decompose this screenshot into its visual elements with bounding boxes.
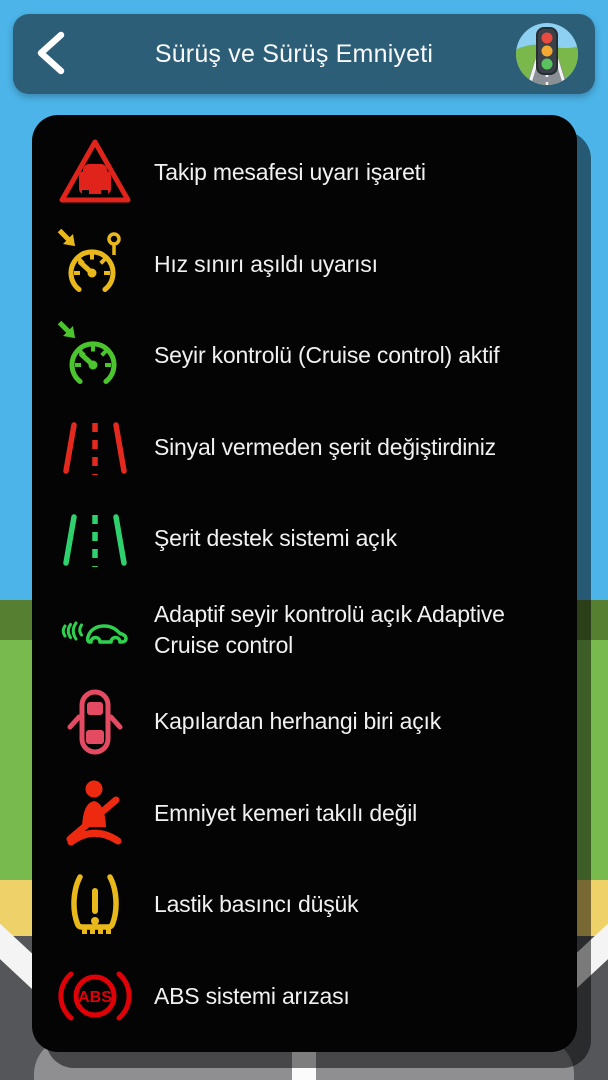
list-item-label: Hız sınırı aşıldı uyarısı: [154, 250, 378, 277]
back-button[interactable]: [25, 26, 77, 82]
list-item-label: Adaptif seyir kontrolü açık Adaptive Cruise control: [154, 601, 505, 659]
list-item-lane-departure[interactable]: [32, 402, 577, 494]
list-item-abs[interactable]: [32, 951, 577, 1043]
list-item-label: Şerit destek sistemi açık: [154, 525, 397, 552]
tire-pressure-low-icon: [56, 866, 134, 944]
follow-distance-warning-icon: [56, 134, 134, 212]
warning-light-list: [32, 115, 577, 1052]
list-item-label: Kapılardan herhangi biri açık: [154, 708, 441, 735]
abs-fault-icon: [56, 957, 134, 1035]
lane-departure-icon: [56, 408, 134, 486]
list-item-label: ABS sistemi arızası: [154, 982, 350, 1009]
page-title: Sürüş ve Sürüş Emniyeti: [154, 39, 434, 68]
chevron-left-icon: [31, 29, 71, 80]
list-item-lane-assist[interactable]: [32, 493, 577, 585]
list-item-door-open[interactable]: [32, 676, 577, 768]
list-item-follow-distance[interactable]: [32, 127, 577, 219]
door-open-icon: [56, 683, 134, 761]
seatbelt-unfastened-icon: [56, 774, 134, 852]
list-item-tire-pressure[interactable]: [32, 859, 577, 951]
list-item-label: Lastik basıncı düşük: [154, 891, 359, 918]
list-item-label: Seyir kontrolü (Cruise control) aktif: [154, 342, 500, 369]
list-item-label: Emniyet kemeri takılı değil: [154, 799, 418, 826]
list-item-cruise-control[interactable]: [32, 310, 577, 402]
list-item-adaptive-cruise[interactable]: [32, 585, 577, 677]
header-bar: [13, 14, 595, 94]
lane-assist-icon: [56, 500, 134, 578]
cruise-control-active-icon: [56, 317, 134, 395]
list-item-label: Sinyal vermeden şerit değiştirdiniz: [154, 433, 496, 460]
speed-limit-exceeded-icon: [56, 225, 134, 303]
list-item-speed-limit-exceeded[interactable]: [32, 219, 577, 311]
traffic-light-logo-icon: [515, 22, 579, 86]
svg-text:ABS: ABS: [78, 989, 112, 1007]
list-item-label: Takip mesafesi uyarı işareti: [154, 159, 426, 186]
adaptive-cruise-icon: [56, 591, 134, 669]
list-item-seatbelt[interactable]: [32, 768, 577, 860]
